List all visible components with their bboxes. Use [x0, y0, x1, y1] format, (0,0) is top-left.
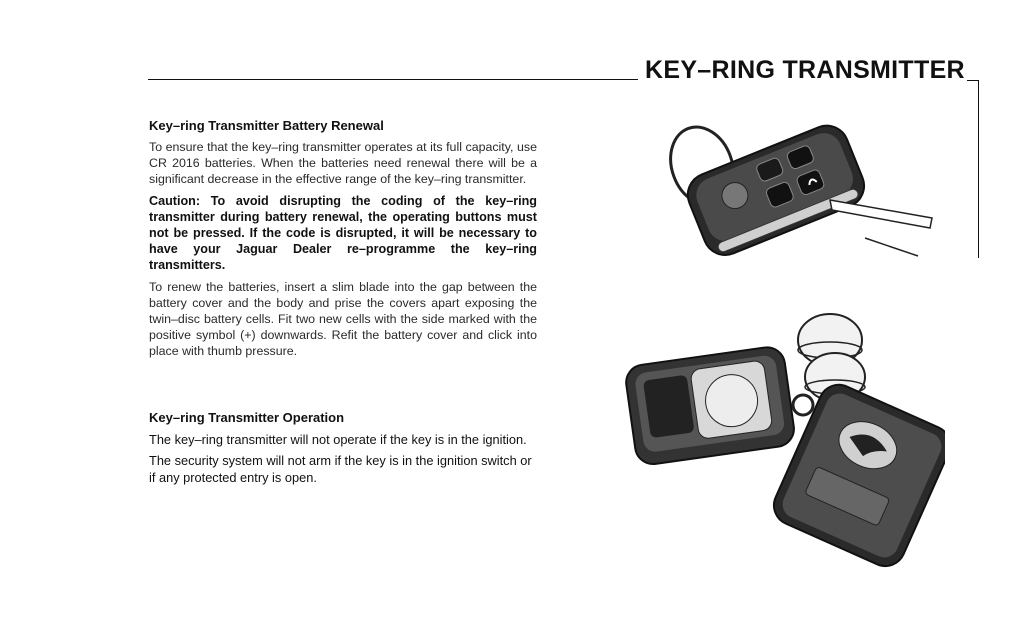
- caution-paragraph: Caution: To avoid disrupting the coding of the key–ring transmitter during battery renewal, the operating buttons must not be pressed. If the code is disrupted, it will be necessary to have your Jaguar Dealer re–programme the key–ring transmitters.: [149, 193, 537, 273]
- section-heading: Key–ring Transmitter Battery Renewal: [149, 118, 384, 133]
- renewal-instructions-paragraph: To renew the batteries, insert a slim blade into the gap between the battery cover and the body and prise the covers apart exposing the twin–disc battery cells. Fit two new cells with the side marked with the positive symbol (+) downwards. Refit the battery cover and click into place with thumb pressure.: [149, 279, 537, 359]
- blade-icon: [830, 200, 932, 228]
- section-heading: Key–ring Transmitter Operation: [149, 410, 345, 425]
- transmitter-body-icon: [681, 119, 870, 258]
- battery-cover-icon: [625, 345, 796, 466]
- opened-transmitter-illustration: [625, 305, 945, 570]
- header-rule: [148, 79, 638, 80]
- operation-paragraph: The security system will not arm if the key is in the ignition switch or if any protected entry is open.: [149, 453, 532, 485]
- operation-paragraph: The key–ring transmitter will not operate if the key is in the ignition.: [149, 432, 527, 447]
- ring-link-icon: [793, 395, 813, 415]
- page-title: KEY–RING TRANSMITTER: [645, 56, 965, 84]
- transmitter-illustration: [660, 118, 940, 258]
- battery-paragraph: To ensure that the key–ring transmitter operates at its full capacity, use CR 2016 batteries. When the batteries need renewal there will be a significant decrease in the effective range of the key–ring transmitter.: [149, 140, 537, 187]
- operation-section: [149, 410, 537, 490]
- page-edge-rule-vertical: [978, 80, 979, 258]
- battery-renewal-section: [149, 118, 537, 365]
